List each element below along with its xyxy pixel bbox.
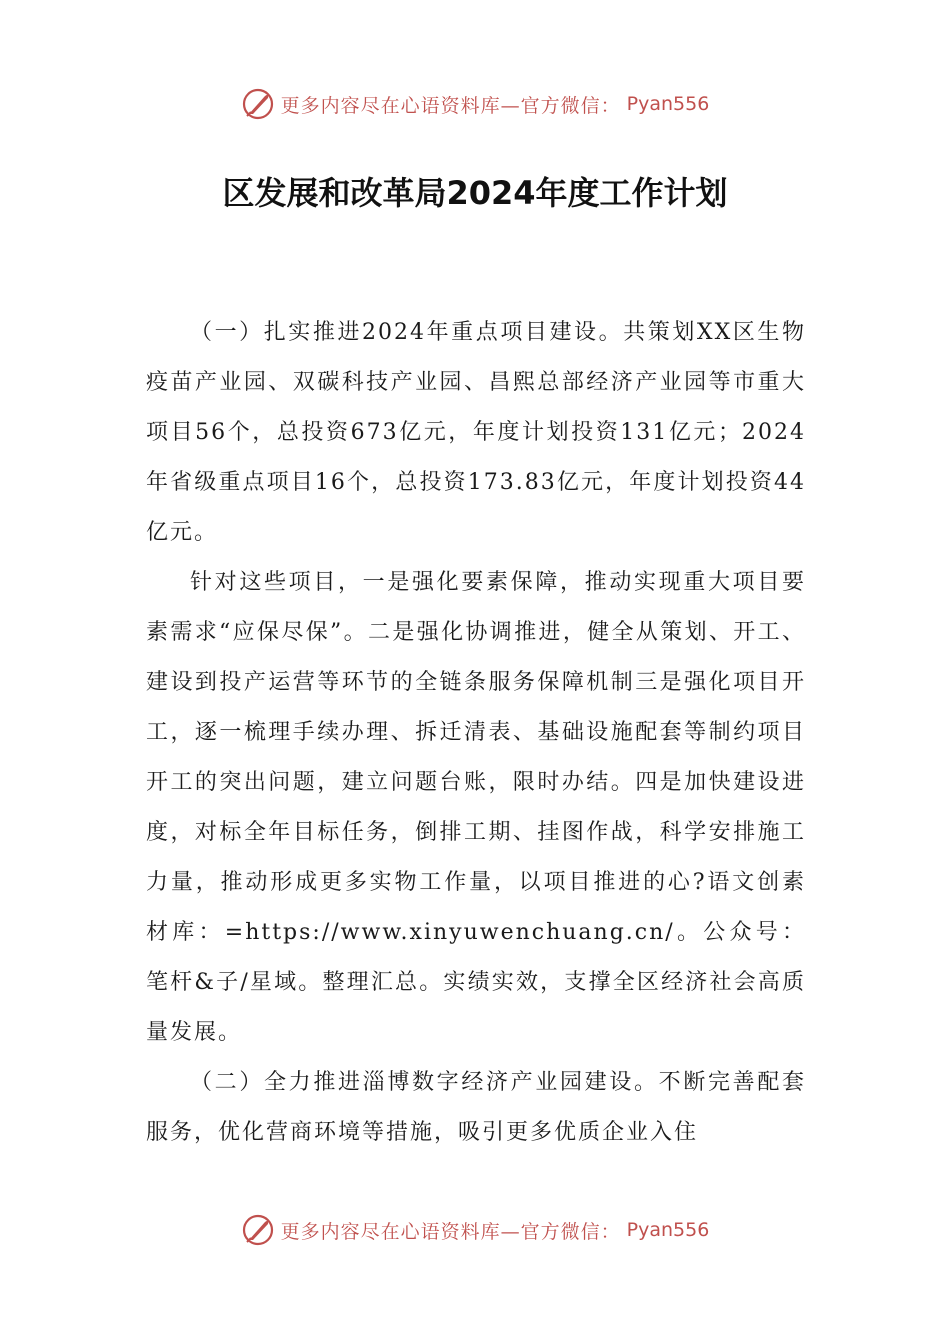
paragraph-2: 针对这些项目，一是强化要素保障，推动实现重大项目要素需求“应保尽保”。二是强化协调推进，健全从策划、开工、建设到投产运营等环节的全链条服务保障机制三是强化项目开工，逐一梳理手续办理、拆迁清表、基础设施配套等制约项目开工的突出问题，建立问题台账，限时办结。四是加快建设进度，对标全年目标任务，倒排工期、挂图作战，科学安排施工力量，推动形成更多实物工作量，以项目推进的心?语文创素材库：=https://www.xinyuwenchuang.cn/。公众号：笔杆&子/星域。整理汇总。实绩实效，支撑全区经济社会高质量发展。: [146, 570, 806, 1045]
document-body: [146, 308, 806, 1158]
document-title: 区发展和改革局2024年度工作计划: [222, 174, 728, 212]
paragraph-3: （二）全力推进淄博数字经济产业园建设。不断完善配套服务，优化营商环境等措施，吸引更多优质企业入住: [146, 1070, 806, 1145]
footer-watermark: [0, 1210, 950, 1250]
watermark-text: 更多内容尽在心语资料库—官方微信：: [280, 94, 621, 117]
quill-logo-icon: [241, 1213, 275, 1247]
quill-logo-icon: [241, 87, 275, 121]
header-watermark: [0, 84, 950, 124]
watermark-contact: Pyan556: [626, 93, 710, 115]
watermark-contact: Pyan556: [626, 1219, 710, 1241]
watermark-text: 更多内容尽在心语资料库—官方微信：: [280, 1220, 621, 1243]
paragraph-1: （一）扎实推进2024年重点项目建设。共策划XX区生物疫苗产业园、双碳科技产业园、昌熙总部经济产业园等市重大项目56个，总投资673亿元，年度计划投资131亿元；2024年省级重点项目16个，总投资173.83亿元，年度计划投资44亿元。: [146, 320, 806, 545]
